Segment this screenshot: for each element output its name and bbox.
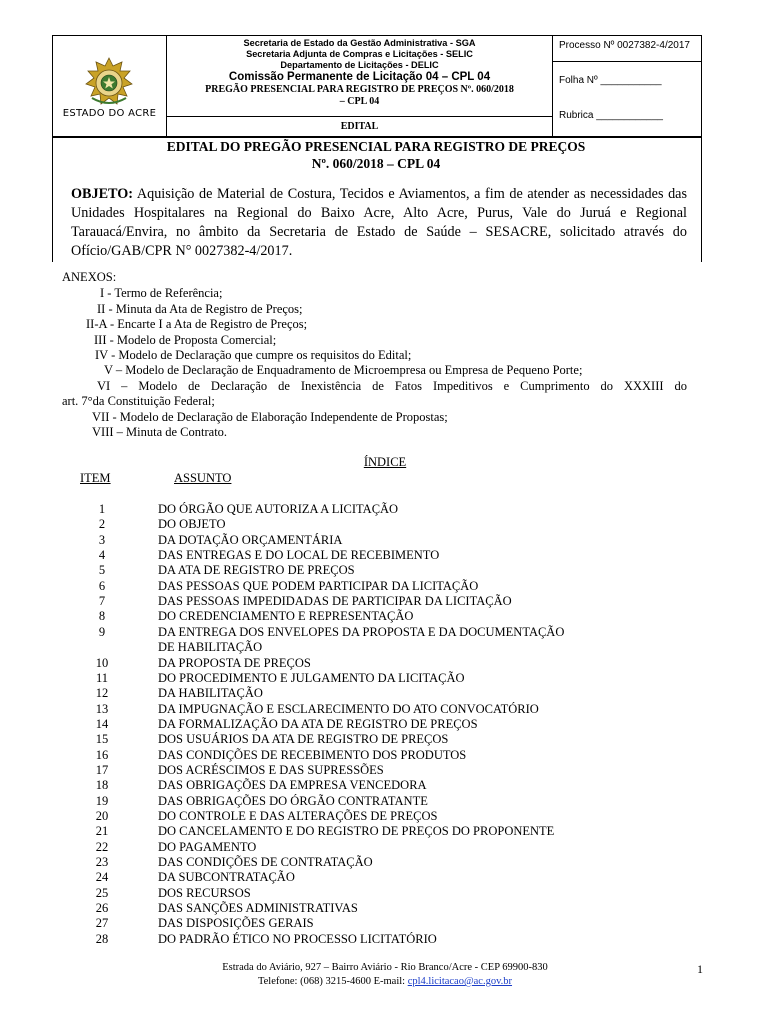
anexo-item: III - Modelo de Proposta Comercial; (94, 333, 277, 347)
footer-phone: Telefone: (068) 3215-4600 E-mail: (257, 976, 406, 987)
header-line-3: Departamento de Licitações - DELIC (280, 60, 439, 70)
indice-item-subject: DO CANCELAMENTO E DO REGISTRO DE PREÇOS DO PROPONENTE (158, 824, 555, 838)
indice-item-number: 5 (98, 563, 106, 577)
indice-item-number: 21 (95, 824, 109, 838)
indice-item-subject: DO CREDENCIAMENTO E REPRESENTAÇÃO (158, 609, 414, 623)
indice-item-subject: DOS USUÁRIOS DA ATA DE REGISTRO DE PREÇOS (158, 732, 449, 746)
indice-item-number: 26 (95, 901, 109, 915)
indice-item-subject: DAS PESSOAS IMPEDIDADAS DE PARTICIPAR DA LICITAÇÃO (158, 594, 512, 608)
indice-item-number: 10 (95, 656, 109, 670)
rubrica-field: Rubrica ____________ (559, 110, 663, 121)
indice-item-number: 16 (95, 748, 109, 762)
header-line-2: Secretaria Adjunta de Compras e Licitações - SELIC (246, 49, 473, 59)
indice-item-number: 15 (95, 732, 109, 746)
indice-item-subject: DO PROCEDIMENTO E JULGAMENTO DA LICITAÇÃO (158, 671, 465, 685)
indice-item-subject: DAS OBRIGAÇÕES DO ÓRGÃO CONTRATANTE (158, 794, 428, 808)
footer-email-link[interactable]: cpl4.licitacao@ac.gov.br (407, 976, 513, 987)
indice-item-number: 25 (95, 886, 109, 900)
page-number: 1 (697, 962, 703, 976)
logo-caption: ESTADO DO ACRE (62, 108, 157, 119)
indice-item-subject: DO PAGAMENTO (158, 840, 257, 854)
logo-cell (53, 36, 167, 136)
header-pregao-line-2: – CPL 04 (339, 95, 380, 107)
footer-contact (0, 976, 770, 987)
indice-item-subject: DA PROPOSTA DE PREÇOS (158, 656, 311, 670)
header-commission: Comissão Permanente de Licitação 04 – CPL 04 (228, 71, 491, 83)
indice-item-number: 1 (98, 502, 106, 516)
anexo-item: IV - Modelo de Declaração que cumpre os requisitos do Edital; (95, 348, 412, 362)
indice-item-number: 7 (98, 594, 106, 608)
indice-item-number: 9 (98, 625, 106, 639)
indice-item-subject: DAS SANÇÕES ADMINISTRATIVAS (158, 901, 358, 915)
header-divider (167, 116, 552, 117)
indice-item-number: 19 (95, 794, 109, 808)
indice-item-subject: DO OBJETO (158, 517, 226, 531)
anexo-item: V – Modelo de Declaração de Enquadramento de Microempresa ou Empresa de Pequeno Porte; (104, 363, 583, 377)
header-pregao-line-1: PREGÃO PRESENCIAL PARA REGISTRO DE PREÇOS Nº. 060/2018 (205, 84, 514, 95)
indice-col-assunto: ASSUNTO (174, 471, 232, 485)
objeto-label: OBJETO: (71, 186, 134, 202)
anexo-item: I - Termo de Referência; (100, 286, 223, 300)
indice-item-number: 4 (98, 548, 106, 562)
anexo-item: VII - Modelo de Declaração de Elaboração Independente de Propostas; (92, 410, 448, 424)
indice-item-number: 3 (98, 533, 106, 547)
document-title: EDITAL DO PREGÃO PRESENCIAL PARA REGISTRO DE PREÇOS (166, 139, 586, 154)
objeto-paragraph (71, 185, 687, 261)
indice-item-number: 22 (95, 840, 109, 854)
indice-item-subject: DAS DISPOSIÇÕES GERAIS (158, 916, 314, 930)
footer-address: Estrada do Aviário, 927 – Bairro Aviário - Rio Branco/Acre - CEP 69900-830 (222, 962, 548, 973)
indice-item-subject: DA HABILITAÇÃO (158, 686, 263, 700)
objeto-text: Aquisição de Material de Costura, Tecidos e Aviamentos, a fim de atender as necessidades das Unidades Hospitalares na Regional do Baixo Acre, Alto Acre, Purus, Vale do Juruá e Regional Tarauacá/Envira, no âmbito da Secretaria de Estado de Saúde – SESACRE, solicitado através do Ofício/GAB/CPR N° 0027382-4/2017. (71, 186, 687, 259)
process-divider (553, 61, 701, 62)
indice-item-subject: DAS OBRIGAÇÕES DA EMPRESA VENCEDORA (158, 778, 427, 792)
indice-item-number: 8 (98, 609, 106, 623)
indice-item-number: 18 (95, 778, 109, 792)
process-number: Processo Nº 0027382-4/2017 (559, 40, 690, 51)
folha-field: Folha Nº ___________ (559, 75, 662, 86)
indice-item-number: 12 (95, 686, 109, 700)
indice-item-subject: DAS PESSOAS QUE PODEM PARTICIPAR DA LICITAÇÃO (158, 579, 479, 593)
indice-item-number: 6 (98, 579, 106, 593)
anexo-item-continuation: art. 7°da Constituição Federal; (62, 394, 215, 408)
indice-item-subject: DA FORMALIZAÇÃO DA ATA DE REGISTRO DE PREÇOS (158, 717, 478, 731)
indice-item-subject: DO ÓRGÃO QUE AUTORIZA A LICITAÇÃO (158, 502, 399, 516)
indice-item-number: 14 (95, 717, 109, 731)
anexo-item: II-A - Encarte I a Ata de Registro de Preços; (86, 317, 308, 331)
document-header (52, 35, 702, 137)
indice-item-number: 11 (95, 671, 109, 685)
acre-coat-of-arms-icon (82, 56, 136, 110)
indice-item-subject: DA DOTAÇÃO ORÇAMENTÁRIA (158, 533, 343, 547)
indice-item-subject: DOS RECURSOS (158, 886, 251, 900)
indice-item-number: 13 (95, 702, 109, 716)
indice-item-number: 24 (95, 870, 109, 884)
anexo-item: VI – Modelo de Declaração de Inexistência de Fatos Impeditivos e Cumprimento do XXXIII do (97, 379, 687, 393)
indice-item-subject: DA SUBCONTRATAÇÃO (158, 870, 295, 884)
indice-item-number: 17 (95, 763, 109, 777)
indice-col-item: ITEM (80, 471, 111, 485)
indice-title: ÍNDICE (363, 455, 407, 469)
indice-item-subject: DAS CONDIÇÕES DE CONTRATAÇÃO (158, 855, 373, 869)
header-process-cell (553, 36, 701, 136)
indice-item-number: 20 (95, 809, 109, 823)
indice-item-subject: DA IMPUGNAÇÃO E ESCLARECIMENTO DO ATO CONVOCATÓRIO (158, 702, 539, 716)
indice-item-subject: DAS ENTREGAS E DO LOCAL DE RECEBIMENTO (158, 548, 440, 562)
indice-item-subject: DO CONTROLE E DAS ALTERAÇÕES DE PREÇOS (158, 809, 438, 823)
indice-item-number: 28 (95, 932, 109, 946)
document-subtitle: Nº. 060/2018 – CPL 04 (311, 156, 441, 171)
indice-item-subject: DO PADRÃO ÉTICO NO PROCESSO LICITATÓRIO (158, 932, 437, 946)
anexo-item: II - Minuta da Ata de Registro de Preços; (97, 302, 303, 316)
indice-item-subject: DOS ACRÉSCIMOS E DAS SUPRESSÕES (158, 763, 384, 777)
header-title-cell (167, 36, 553, 136)
indice-item-number: 27 (95, 916, 109, 930)
indice-item-subject: DE HABILITAÇÃO (158, 640, 263, 654)
indice-item-subject: DA ATA DE REGISTRO DE PREÇOS (158, 563, 355, 577)
indice-item-number: 2 (98, 517, 106, 531)
anexos-label: ANEXOS: (62, 270, 117, 284)
header-edital: EDITAL (340, 121, 379, 132)
indice-item-number: 23 (95, 855, 109, 869)
anexo-item: VIII – Minuta de Contrato. (92, 425, 228, 439)
indice-item-subject: DAS CONDIÇÕES DE RECEBIMENTO DOS PRODUTOS (158, 748, 467, 762)
indice-item-subject: DA ENTREGA DOS ENVELOPES DA PROPOSTA E DA DOCUMENTAÇÃO (158, 625, 565, 639)
header-line-1: Secretaria de Estado da Gestão Administrativa - SGA (243, 38, 476, 48)
